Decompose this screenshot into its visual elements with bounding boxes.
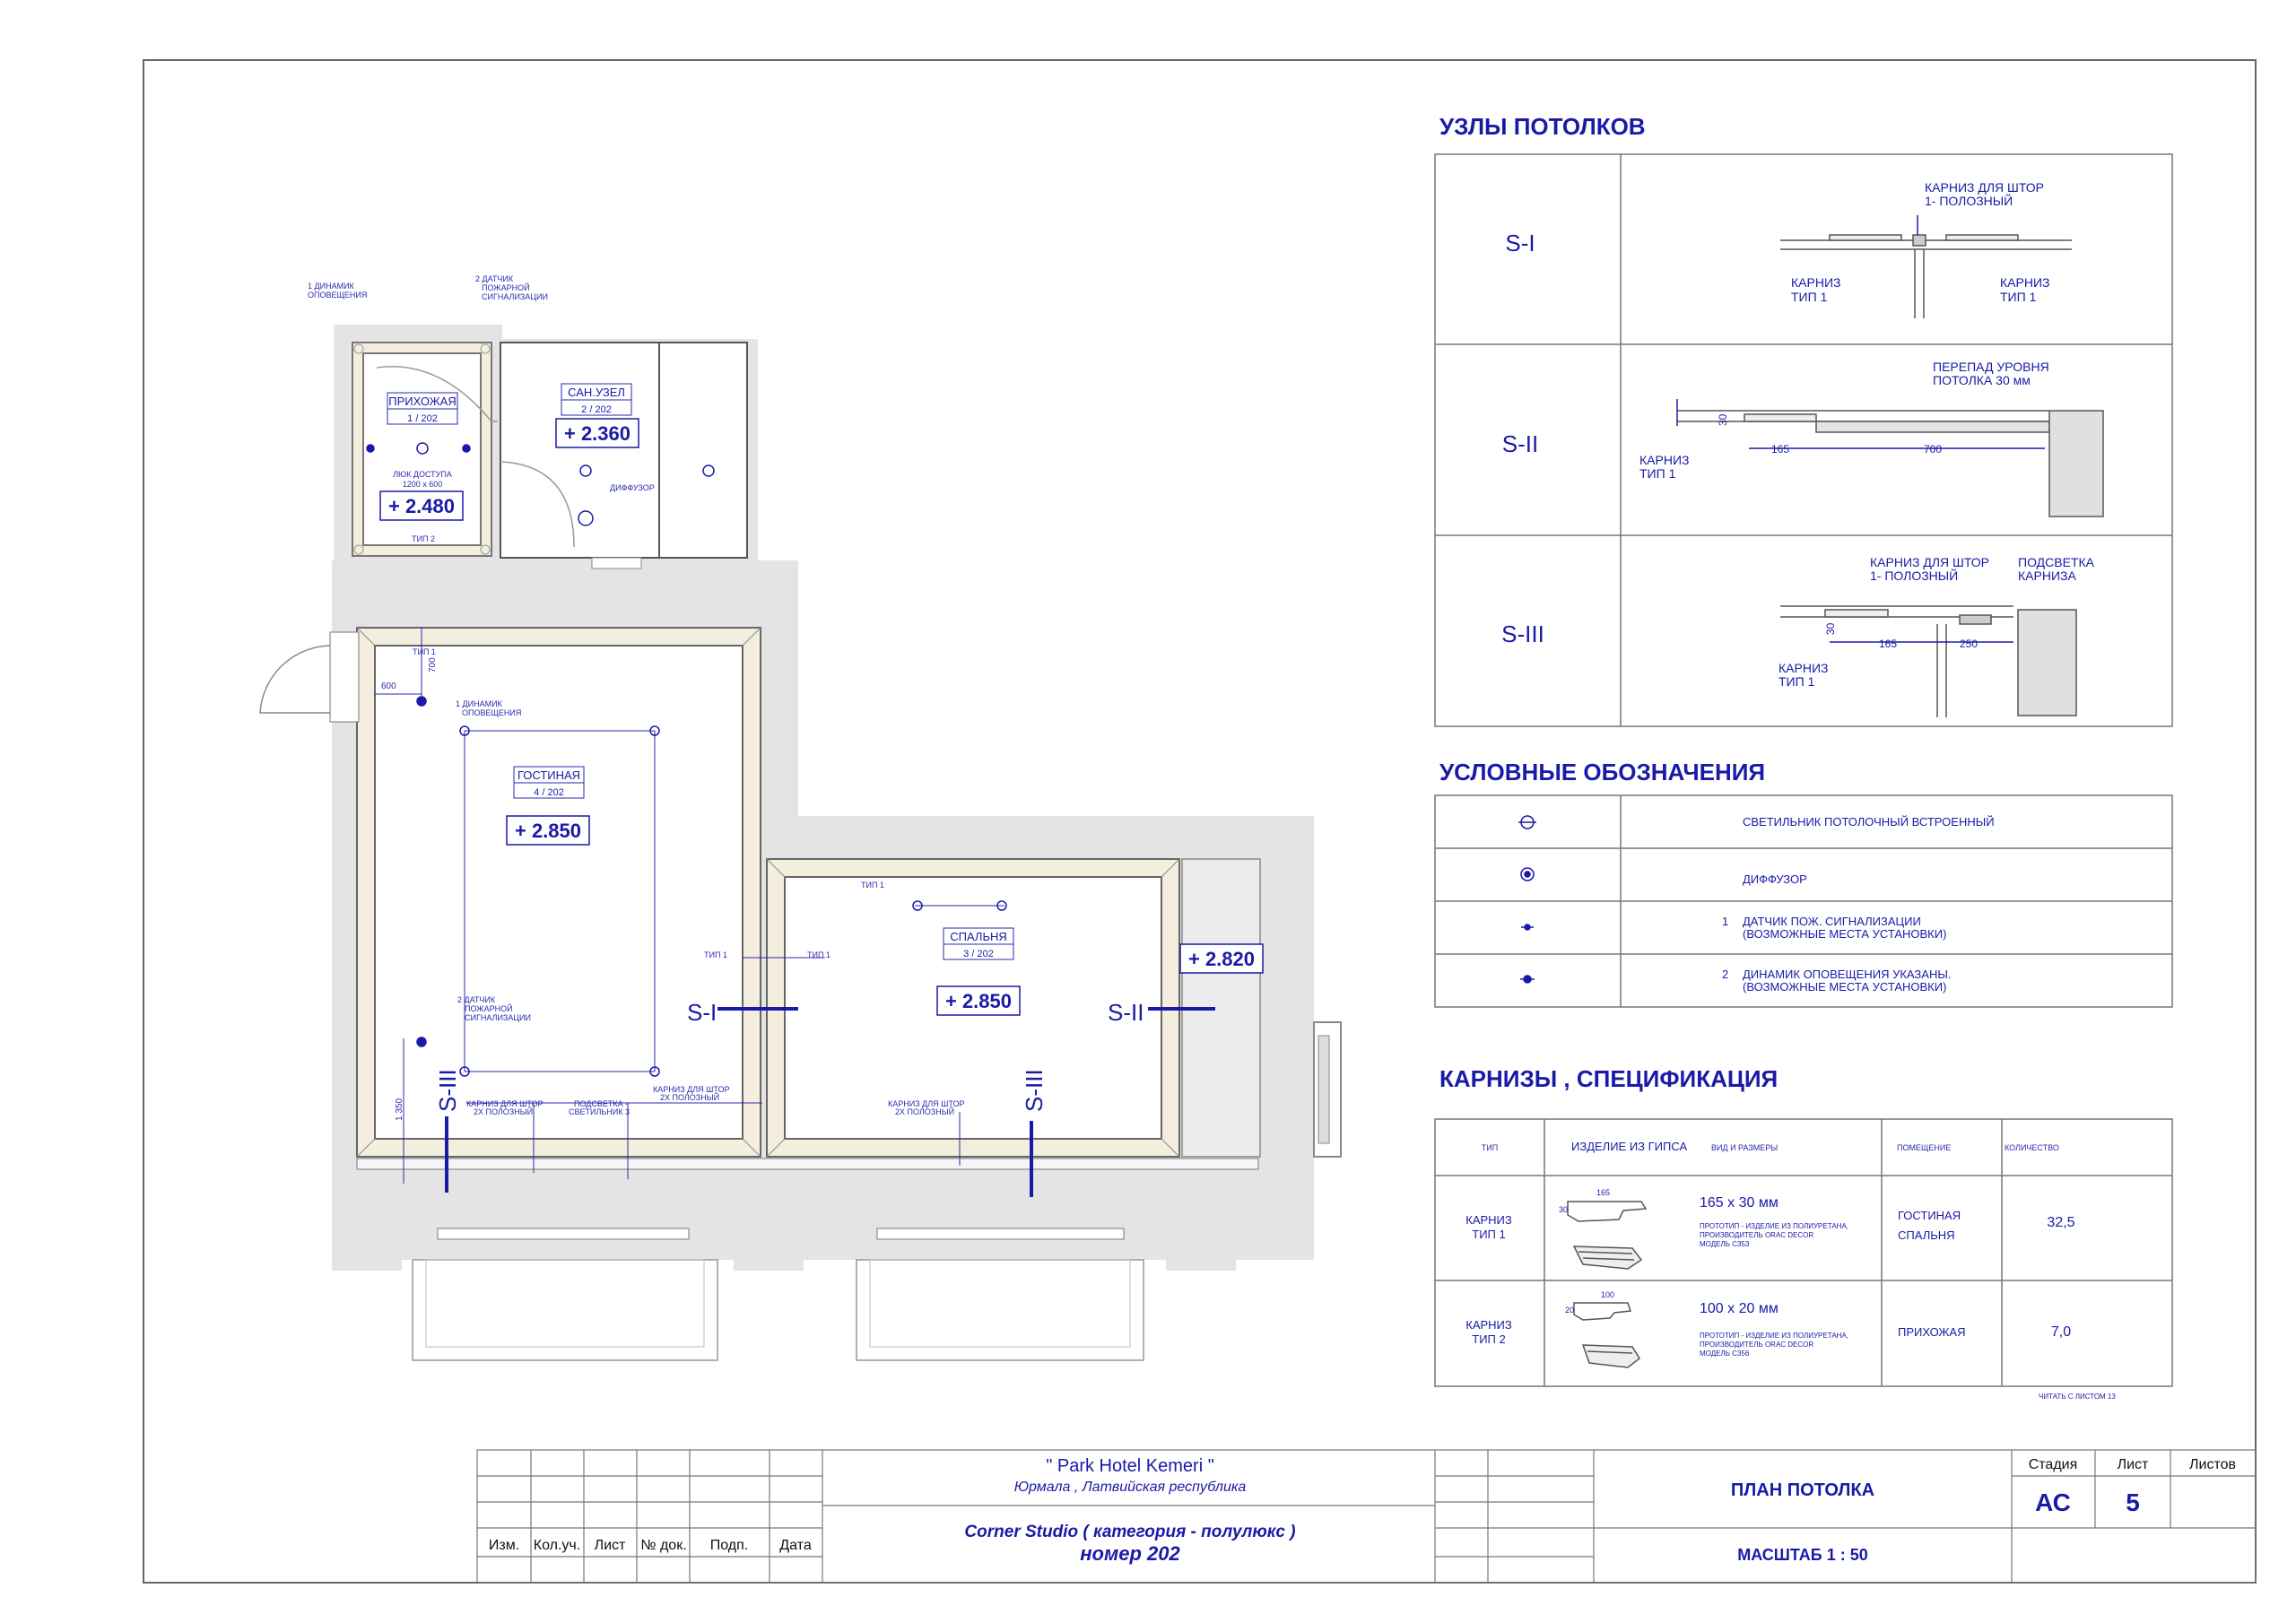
node-note: ТИП 1 bbox=[2000, 290, 2037, 304]
cornice-type-note: ТИП 1 bbox=[413, 647, 436, 656]
spec-qty: 7,0 bbox=[2050, 1324, 2072, 1340]
curtain-note: КАРНИЗ ДЛЯ ШТОР bbox=[653, 1085, 730, 1094]
stage-value: АС bbox=[2035, 1488, 2071, 1516]
spec-type: ТИП 1 bbox=[1472, 1228, 1506, 1241]
node-label: S-II bbox=[1501, 430, 1539, 457]
spec-header: ТИП bbox=[1481, 1143, 1499, 1152]
balcony-south-2 bbox=[857, 1260, 1144, 1360]
dimension-label: 20 bbox=[1565, 1306, 1575, 1315]
light-note: ПОДСВЕТКА - bbox=[574, 1099, 629, 1108]
drawing-title: ПЛАН ПОТОЛКА bbox=[1730, 1480, 1875, 1500]
col-label: Лист bbox=[594, 1538, 626, 1553]
room-label-balcony bbox=[1180, 944, 1263, 973]
sensor-note: 2 ДАТЧИК bbox=[457, 995, 496, 1004]
sensor-note: СИГНАЛИЗАЦИИ bbox=[482, 292, 548, 301]
curtain-note: 2Х ПОЛОЗНЫЙ bbox=[660, 1093, 720, 1102]
node-note: КАРНИЗ ДЛЯ ШТОР bbox=[1870, 555, 1989, 569]
hatch-size: 1200 х 600 bbox=[402, 480, 443, 489]
curtain-note: КАРНИЗ ДЛЯ ШТОР bbox=[888, 1099, 965, 1108]
title-block-border bbox=[477, 1450, 2256, 1583]
spec-room: ГОСТИНАЯ bbox=[1898, 1209, 1961, 1222]
legend-text: (ВОЗМОЖНЫЕ МЕСТА УСТАНОВКИ) bbox=[1743, 980, 1947, 994]
room-living bbox=[375, 646, 743, 1139]
speaker-note: 1 ДИНАМИК bbox=[308, 282, 354, 291]
spec-footnote: ЧИТАТЬ С ЛИСТОМ 13 bbox=[2039, 1393, 2116, 1401]
spec-note: ПРОТОТИП - ИЗДЕЛИЕ ИЗ ПОЛИУРЕТАНА, bbox=[1700, 1222, 1849, 1230]
room-name: ГОСТИНАЯ bbox=[517, 768, 581, 782]
node-note: ПОТОЛКА 30 мм bbox=[1933, 373, 2031, 387]
node-note: КАРНИЗ bbox=[2000, 275, 2050, 290]
legend-text: (ВОЗМОЖНЫЕ МЕСТА УСТАНОВКИ) bbox=[1743, 927, 1947, 941]
node-label: S-I bbox=[1505, 230, 1535, 256]
node-s3 bbox=[1501, 555, 2094, 717]
node-note: КАРНИЗ bbox=[1779, 661, 1829, 675]
dimension-label: 100 bbox=[1601, 1290, 1615, 1299]
dimension-label: 700 bbox=[1924, 443, 1943, 456]
node-note: ТИП 1 bbox=[1791, 290, 1828, 304]
spec-type: КАРНИЗ bbox=[1465, 1318, 1512, 1332]
spec-type: КАРНИЗ bbox=[1465, 1213, 1512, 1227]
node-s1 bbox=[1505, 180, 2072, 318]
node-note: КАРНИЗА bbox=[2018, 568, 2076, 583]
legend-text: СВЕТИЛЬНИК ПОТОЛОЧНЫЙ ВСТРОЕННЫЙ bbox=[1743, 815, 1995, 829]
wall-stub bbox=[734, 1260, 804, 1271]
room-name: СПАЛЬНЯ bbox=[950, 930, 1007, 943]
cornice-type-note: ТИП 2 bbox=[412, 534, 435, 543]
ceiling-level: + 2.820 bbox=[1187, 948, 1256, 970]
legend-text: ДИФФУЗОР bbox=[1743, 872, 1807, 886]
col-label: Подп. bbox=[709, 1538, 749, 1553]
dimension-label: 30 bbox=[1824, 622, 1837, 635]
node-note: ТИП 1 bbox=[1779, 674, 1815, 689]
node-note: КАРНИЗ bbox=[1639, 453, 1690, 467]
cornice-profile-icon bbox=[1568, 1202, 1646, 1269]
dimension-label: 165 bbox=[1596, 1188, 1611, 1197]
section-label: S-II bbox=[1108, 999, 1144, 1026]
window-frame bbox=[1318, 1036, 1329, 1143]
sensor-note: 2 ДАТЧИК bbox=[475, 274, 514, 283]
dimension-label: 1 350 bbox=[395, 1098, 404, 1121]
col-label: Изм. bbox=[488, 1538, 520, 1553]
section-label: S-I bbox=[687, 999, 718, 1026]
curtain-note: 2Х ПОЛОЗНЫЙ bbox=[895, 1107, 955, 1116]
balcony-south-1 bbox=[413, 1260, 718, 1360]
room-name: САН.УЗЕЛ bbox=[568, 386, 625, 399]
entry-door-frame bbox=[330, 632, 359, 722]
window-south-1 bbox=[438, 1228, 689, 1239]
spec-size: 100 х 20 мм bbox=[1700, 1301, 1779, 1316]
room-number: 1 / 202 bbox=[407, 413, 438, 424]
section-label: S-III bbox=[1021, 1069, 1048, 1112]
sheet-label: Лист bbox=[2117, 1457, 2149, 1472]
title-block-text bbox=[489, 1456, 2236, 1565]
spec-type: ТИП 2 bbox=[1472, 1332, 1506, 1346]
spec-note: МОДЕЛЬ C353 bbox=[1700, 1240, 1750, 1248]
sensor-note: ПОЖАРНОЙ bbox=[465, 1004, 513, 1013]
spec-qty: 32,5 bbox=[2047, 1215, 2075, 1230]
legend-number: 2 bbox=[1722, 968, 1729, 981]
node-note: ПОДСВЕТКА bbox=[2018, 555, 2094, 569]
spec-header: ВИД И РАЗМЕРЫ bbox=[1711, 1143, 1779, 1152]
node-note: 1- ПОЛОЗНЫЙ bbox=[1925, 194, 2013, 208]
speaker-note: 1 ДИНАМИК bbox=[456, 699, 502, 708]
speaker-note: ОПОВЕЩЕНИЯ bbox=[462, 708, 522, 717]
col-label: № док. bbox=[640, 1538, 687, 1553]
light-note: СВЕТИЛЬНИК 3 bbox=[569, 1107, 631, 1116]
spec-row-1 bbox=[1465, 1188, 2074, 1269]
cornice-profile-icon bbox=[1574, 1303, 1639, 1367]
legend-texts bbox=[1722, 815, 1995, 994]
ceiling-level: + 2.850 bbox=[944, 990, 1013, 1012]
node-note: ПЕРЕПАД УРОВНЯ bbox=[1933, 360, 2049, 374]
ceiling-level: + 2.850 bbox=[514, 820, 582, 842]
spec-headers bbox=[1482, 1140, 2059, 1153]
curtain-note: КАРНИЗ ДЛЯ ШТОР bbox=[466, 1099, 544, 1108]
dimension-label: 700 bbox=[428, 657, 438, 673]
legend-text: ДАТЧИК ПОЖ. СИГНАЛИЗАЦИИ bbox=[1743, 915, 1921, 928]
dimension-label: 165 bbox=[1879, 638, 1898, 650]
room-number: 3 / 202 bbox=[963, 949, 994, 959]
title-block bbox=[477, 1450, 2256, 1583]
node-note: КАРНИЗ bbox=[1791, 275, 1841, 290]
spec-room: ПРИХОЖАЯ bbox=[1898, 1325, 1966, 1339]
wall-stub bbox=[1166, 1260, 1236, 1271]
col-label: Дата bbox=[779, 1538, 812, 1553]
sheet-value: 5 bbox=[2126, 1488, 2140, 1516]
window-south-2 bbox=[877, 1228, 1124, 1239]
bath-vent bbox=[592, 558, 641, 568]
cornice-title: КАРНИЗЫ , СПЕЦИФИКАЦИЯ bbox=[1439, 1065, 1779, 1092]
nodes-title: УЗЛЫ ПОТОЛКОВ bbox=[1439, 113, 1646, 140]
spec-room: СПАЛЬНЯ bbox=[1898, 1228, 1955, 1242]
fire-sensor-icon bbox=[417, 1037, 426, 1046]
spec-header: КОЛИЧЕСТВО bbox=[2005, 1143, 2059, 1152]
dimension-label: 30 bbox=[1717, 413, 1729, 426]
spec-size: 165 х 30 мм bbox=[1700, 1195, 1779, 1211]
cornice-type-note: ТИП 1 bbox=[704, 950, 727, 959]
legend-icons bbox=[1518, 816, 1536, 983]
node-s2-profile bbox=[1677, 399, 2103, 516]
speaker-note: ОПОВЕЩЕНИЯ bbox=[308, 291, 368, 299]
legend-number: 1 bbox=[1722, 915, 1729, 928]
wall-stub bbox=[332, 1260, 402, 1271]
sensor-note: ПОЖАРНОЙ bbox=[482, 283, 530, 292]
spec-row-2 bbox=[1465, 1290, 2071, 1367]
project-name: " Park Hotel Kemeri " bbox=[1046, 1456, 1214, 1476]
floor-plan bbox=[260, 274, 1341, 1360]
stage-label: Стадия bbox=[2028, 1457, 2078, 1472]
fire-sensor-icon bbox=[463, 445, 470, 452]
node-note: ТИП 1 bbox=[1639, 466, 1676, 481]
col-label: Кол.уч. bbox=[533, 1538, 581, 1553]
dimension-label: 600 bbox=[381, 681, 396, 691]
node-note: КАРНИЗ ДЛЯ ШТОР bbox=[1925, 180, 2044, 195]
speaker-icon bbox=[417, 697, 426, 706]
ceiling-level: + 2.360 bbox=[563, 422, 631, 445]
cornice-type-note: ТИП 1 bbox=[861, 881, 884, 890]
sill bbox=[357, 1159, 1258, 1169]
ceiling-level: + 2.480 bbox=[387, 495, 456, 517]
dimension-label: 30 bbox=[1559, 1205, 1569, 1214]
spec-note: ПРОИЗВОДИТЕЛЬ ORAC DECOR bbox=[1700, 1231, 1814, 1239]
room-number: 4 / 202 bbox=[534, 787, 564, 798]
legend-text: ДИНАМИК ОПОВЕЩЕНИЯ УКАЗАНЫ. bbox=[1743, 968, 1952, 981]
project-location: Юрмала , Латвийская республика bbox=[1013, 1480, 1247, 1495]
section-label: S-III bbox=[434, 1069, 461, 1112]
speaker-icon bbox=[367, 445, 374, 452]
room-number: 2 / 202 bbox=[581, 404, 612, 415]
sheets-label: Листов bbox=[2189, 1457, 2236, 1472]
room-name: ПРИХОЖАЯ bbox=[388, 395, 457, 408]
icon-dot bbox=[1525, 872, 1530, 877]
spec-header: ПОМЕЩЕНИЕ bbox=[1897, 1143, 1952, 1152]
entry-door-arc bbox=[260, 646, 332, 713]
spec-header: ИЗДЕЛИЕ ИЗ ГИПСА bbox=[1571, 1140, 1688, 1153]
sensor-note: СИГНАЛИЗАЦИИ bbox=[465, 1013, 531, 1022]
node-label: S-III bbox=[1501, 621, 1544, 647]
dimension-label: 165 bbox=[1771, 443, 1790, 456]
spec-note: МОДЕЛЬ C356 bbox=[1700, 1350, 1750, 1358]
drawing-scale: МАСШТАБ 1 : 50 bbox=[1737, 1546, 1868, 1564]
diffuser-note: ДИФФУЗОР bbox=[610, 483, 655, 492]
spec-note: ПРОТОТИП - ИЗДЕЛИЕ ИЗ ПОЛИУРЕТАНА, bbox=[1700, 1332, 1849, 1340]
node-note: 1- ПОЛОЗНЫЙ bbox=[1870, 568, 1959, 583]
cornice-type-note: ТИП 1 bbox=[807, 950, 831, 959]
node-s2 bbox=[1502, 360, 2103, 516]
balcony-south-2-inner bbox=[870, 1260, 1130, 1347]
legend-title: УСЛОВНЫЕ ОБОЗНАЧЕНИЯ bbox=[1439, 759, 1766, 785]
room-category: Corner Studio ( категория - полулюкс ) bbox=[964, 1523, 1296, 1541]
hatch-note: ЛЮК ДОСТУПА bbox=[393, 470, 452, 479]
balcony-south-1-inner bbox=[426, 1260, 704, 1347]
dimension-label: 250 bbox=[1960, 638, 1979, 650]
room-number-title: номер 202 bbox=[1080, 1542, 1180, 1565]
spec-note: ПРОИЗВОДИТЕЛЬ ORAC DECOR bbox=[1700, 1341, 1814, 1349]
curtain-note: 2Х ПОЛОЗНЫЙ bbox=[474, 1107, 534, 1116]
room-bath bbox=[500, 343, 747, 558]
